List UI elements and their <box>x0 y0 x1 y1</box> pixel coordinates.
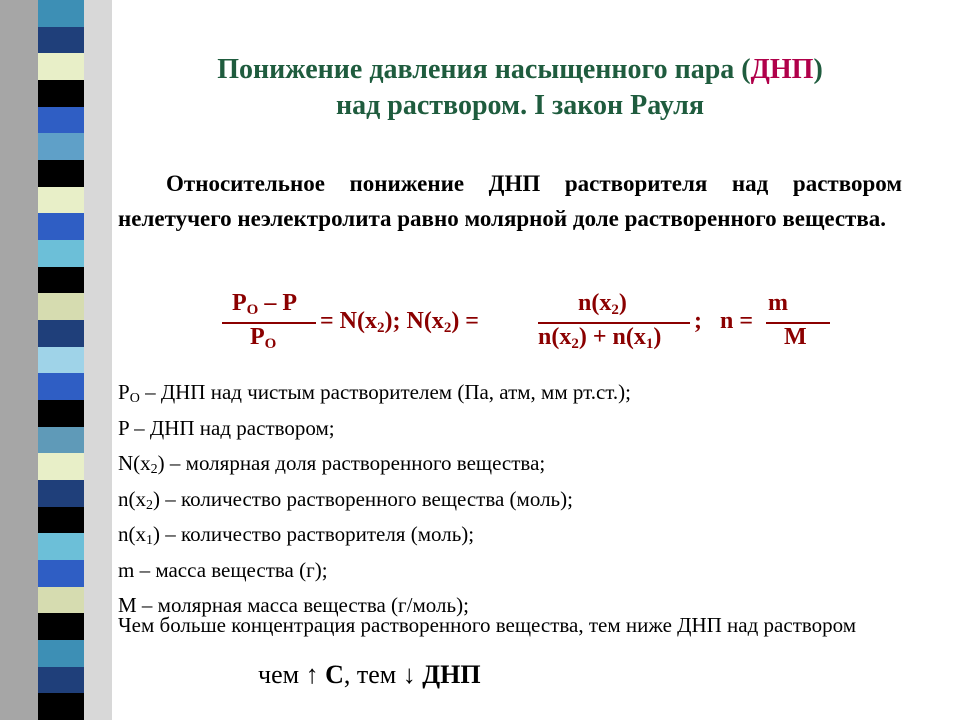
sidebar-edge <box>0 0 38 720</box>
title-text-a: Понижение давления насыщенного пара ( <box>217 54 751 85</box>
decorative-sidebar <box>0 0 112 720</box>
title-line-1 <box>150 52 890 88</box>
rule-text-a: чем <box>258 660 306 689</box>
stripe <box>38 187 84 214</box>
stripe <box>38 240 84 267</box>
fraction3-numerator: m <box>768 290 788 316</box>
stripe <box>38 0 84 27</box>
stripe <box>38 640 84 667</box>
definition-item: M – молярная масса вещества (г/моль); <box>118 593 469 617</box>
definition-item: n(x1) – количество растворителя (моль); <box>118 522 475 548</box>
formula-semicolon: ; <box>694 308 702 334</box>
title-highlight: ДНП <box>750 54 814 85</box>
raoult-formula <box>200 290 880 360</box>
stripe <box>38 80 84 107</box>
n-equals: n = <box>720 308 754 334</box>
stripe <box>38 347 84 374</box>
stripe <box>38 107 84 134</box>
stripe <box>38 293 84 320</box>
stripe <box>38 667 84 694</box>
definition-item: P – ДНП над раствором; <box>118 415 335 440</box>
stripe <box>38 480 84 507</box>
rule-concentration: C <box>318 660 344 689</box>
fraction2-denominator: $n(x_2) + n(x_1)$ <box>538 324 662 352</box>
conclusion-text: Чем больше концентрация растворенного вещества, тем ниже ДНП над раствором <box>118 613 857 637</box>
stripe <box>38 560 84 587</box>
rule-summary <box>258 660 481 690</box>
up-arrow-icon: ↑ <box>305 660 319 689</box>
stripe <box>38 160 84 187</box>
stripe-pattern <box>38 0 84 720</box>
definitions-list <box>118 378 631 627</box>
molar-fraction-expression: = $N(x_2)$; $N(x_2)$ = <box>320 308 479 336</box>
definition-item: N(x2) – молярная доля растворенного вещества; <box>118 451 546 477</box>
stripe <box>38 400 84 427</box>
stripe <box>38 213 84 240</box>
fraction1-denominator: $P_O$ <box>250 324 277 352</box>
stripe <box>38 613 84 640</box>
definition-item: m – масса вещества (г); <box>118 557 328 582</box>
stripe <box>38 133 84 160</box>
stripe <box>38 587 84 614</box>
title-line-2: над раствором. I закон Рауля <box>336 90 704 121</box>
stripe <box>38 27 84 54</box>
fraction1-numerator: $P_O$ – P <box>232 290 298 318</box>
stripe <box>38 320 84 347</box>
slide-title <box>150 52 890 124</box>
rule-dnp: ДНП <box>415 660 481 689</box>
stripe <box>38 427 84 454</box>
stripe <box>38 53 84 80</box>
fraction3-denominator: M <box>784 324 807 350</box>
definition-item: PO – ДНП над чистым растворителем (Па, атм, мм рт.ст.); <box>118 380 631 406</box>
definition-item: n(x2) – количество растворенного вещества (моль); <box>118 486 573 513</box>
stripe <box>38 693 84 720</box>
rule-text-b: , тем <box>343 660 403 689</box>
stripe <box>38 507 84 534</box>
stripe <box>38 453 84 480</box>
fraction2-numerator: $n(x_2)$ <box>578 290 627 318</box>
stripe <box>38 533 84 560</box>
intro-paragraph: Относительное понижение ДНП растворителя над раствором нелетучего неэлектролита равно молярной доле растворенного вещества. <box>118 171 902 231</box>
title-text-b: ) <box>813 54 823 85</box>
stripe <box>38 373 84 400</box>
stripe <box>38 267 84 294</box>
down-arrow-icon: ↓ <box>402 660 416 689</box>
